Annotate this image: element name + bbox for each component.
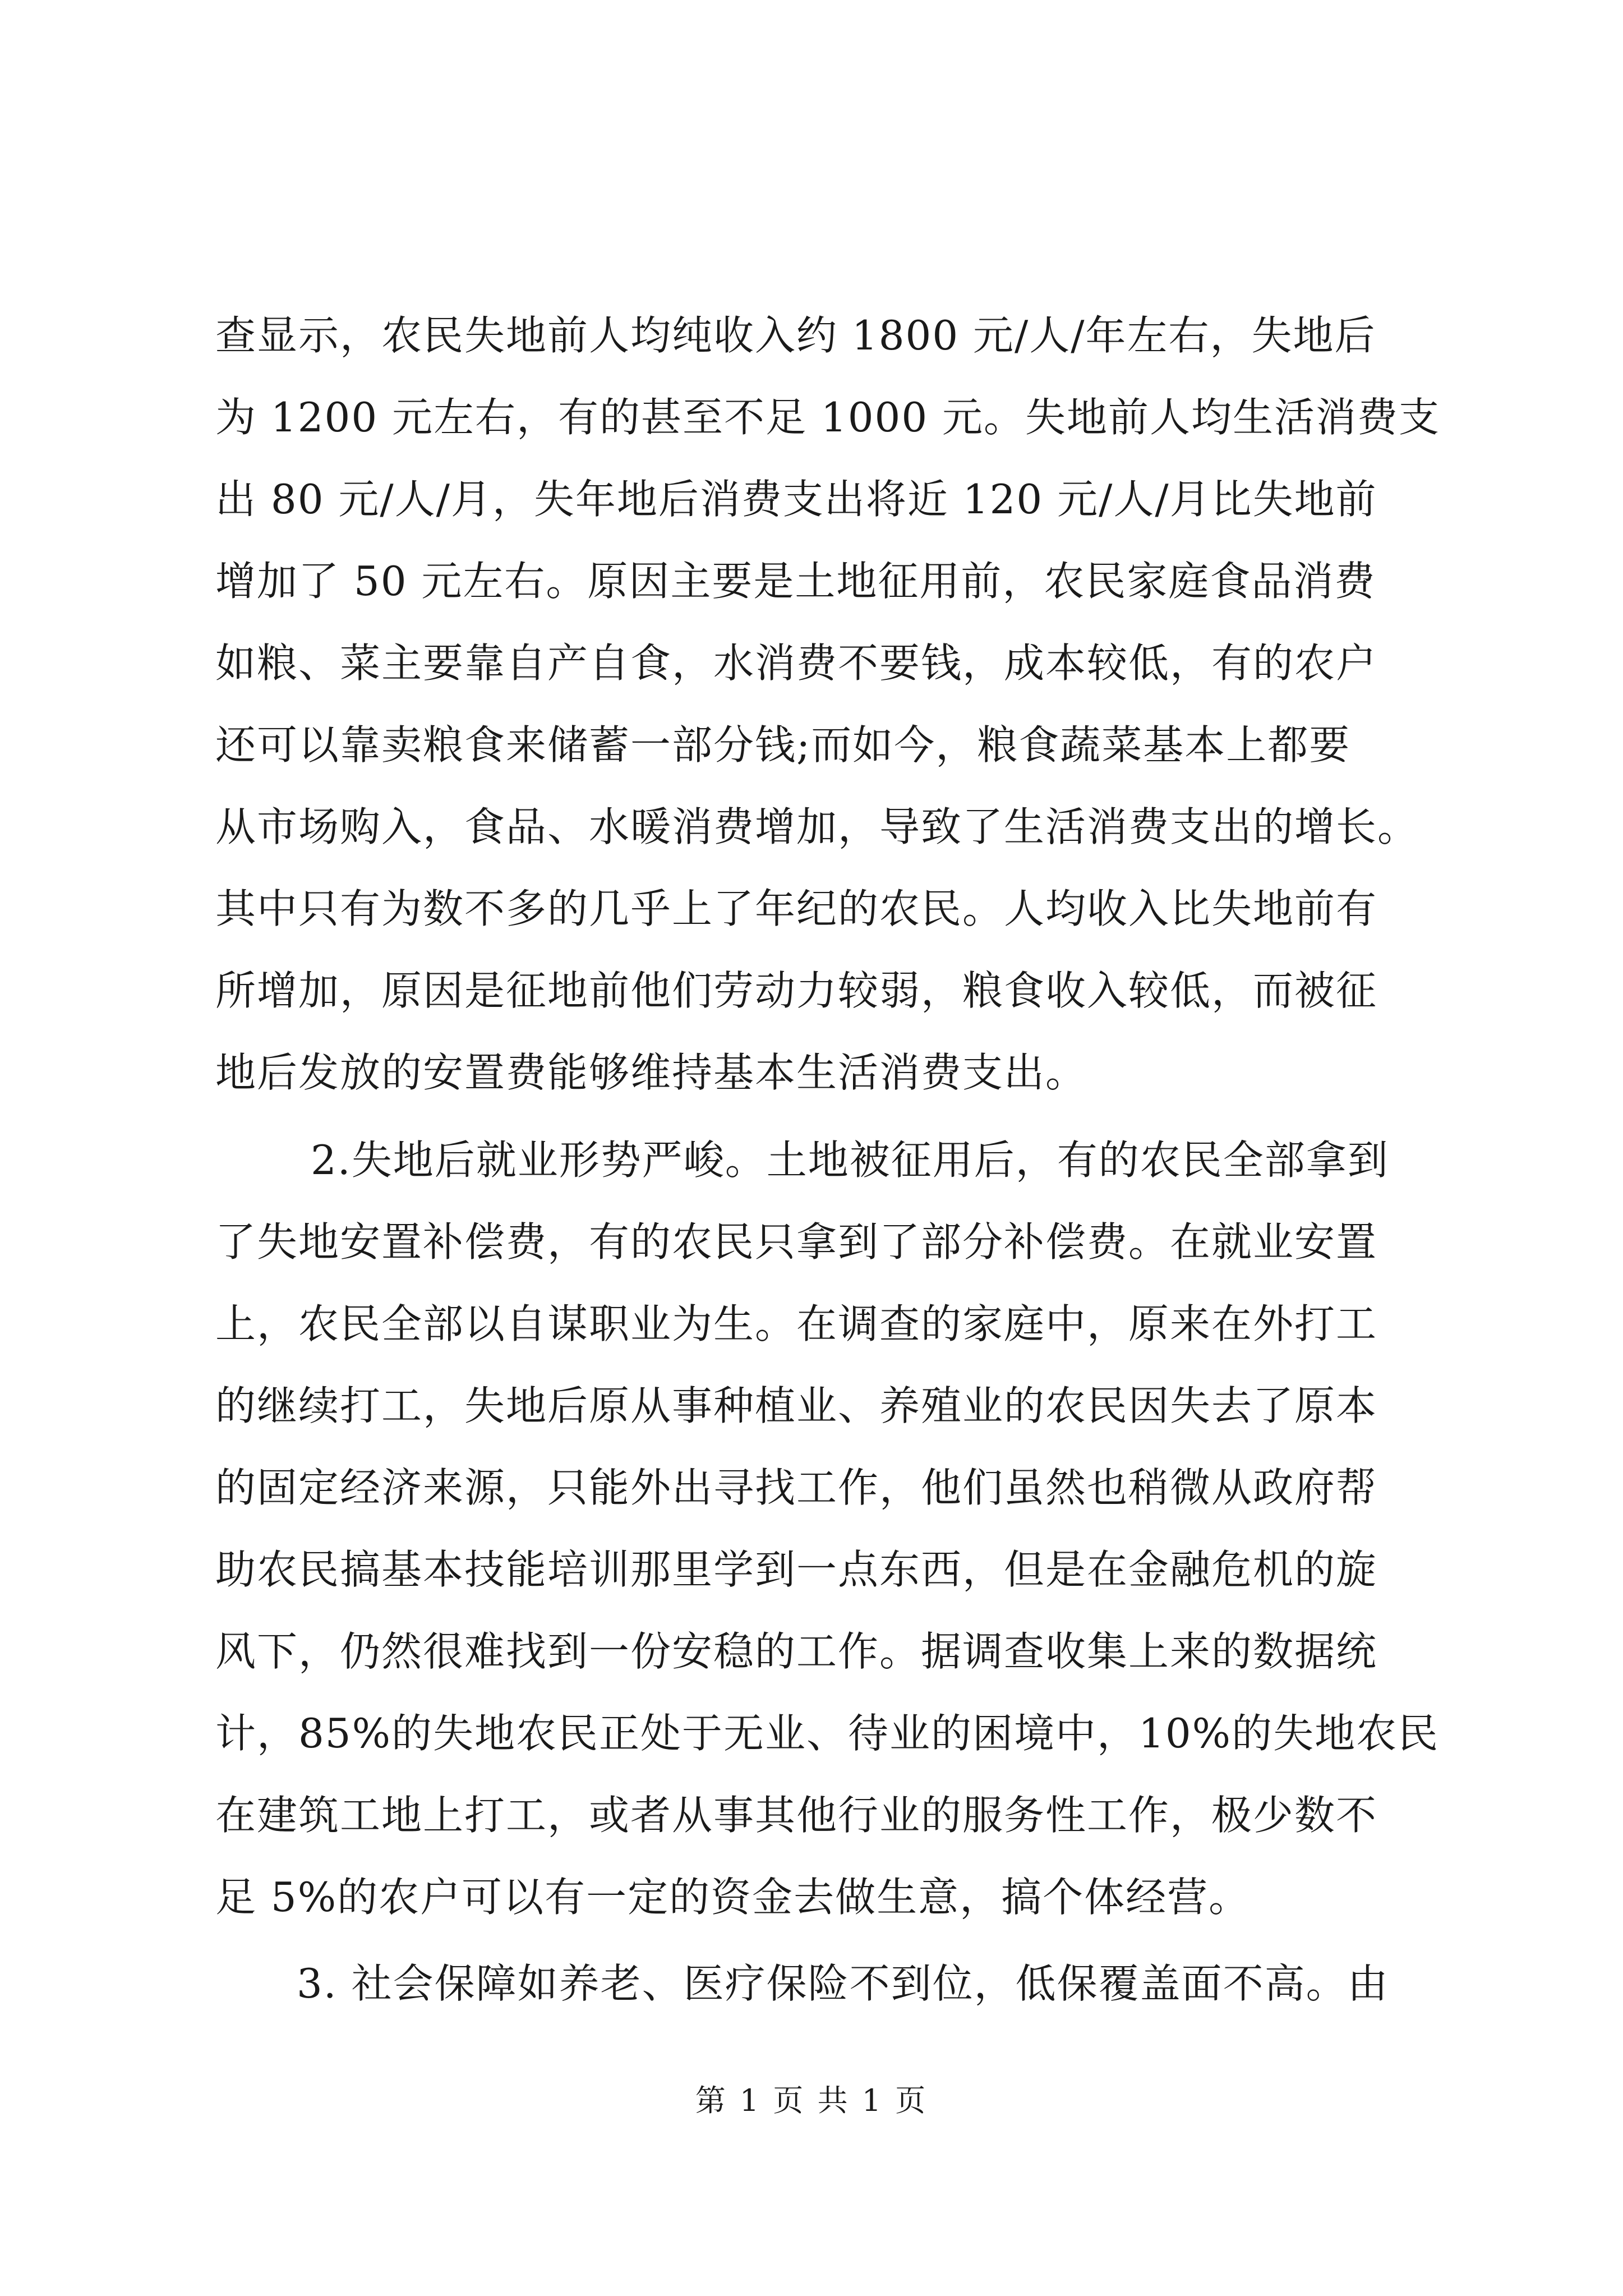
paragraph-heading-line: 2.失地后就业形势严峻。土地被征用后，有的农民全部拿到 (311, 1137, 1389, 1184)
text-line: 风下，仍然很难找到一份安稳的工作。据调查收集上来的数据统 (215, 1628, 1378, 1675)
document-body (215, 295, 1441, 2024)
text-line: 的固定经济来源，只能外出寻找工作，他们虽然也稍微从政府帮 (215, 1464, 1378, 1511)
page-number-footer: 第 1 页 共 1 页 (695, 2083, 928, 2118)
text-line: 出 80 元/人/月，失年地后消费支出将近 120 元/人/月比失地前 (215, 476, 1377, 523)
text-line: 了失地安置补偿费，有的农民只拿到了部分补偿费。在就业安置 (215, 1218, 1378, 1266)
text-line: 如粮、菜主要靠自产自食，水消费不要钱，成本较低，有的农户 (215, 639, 1378, 687)
text-line: 的继续打工，失地后原从事种植业、养殖业的农民因失去了原本 (215, 1382, 1378, 1429)
text-line: 为 1200 元左右，有的甚至不足 1000 元。失地前人均生活消费支 (215, 394, 1441, 441)
text-line: 所增加，原因是征地前他们劳动力较弱，粮食收入较低，而被征 (215, 967, 1378, 1014)
paragraph-employment (215, 1119, 1440, 1938)
text-line: 上，农民全部以自谋职业为生。在调查的家庭中，原来在外打工 (215, 1300, 1378, 1347)
text-line: 地后发放的安置费能够维持基本生活消费支出。 (215, 1049, 1087, 1096)
text-line: 增加了 50 元左右。原因主要是土地征用前，农民家庭食品消费 (215, 558, 1376, 605)
text-line: 从市场购入，食品、水暖消费增加，导致了生活消费支出的增长。 (215, 803, 1419, 850)
text-line: 其中只有为数不多的几乎上了年纪的农民。人均收入比失地前有 (215, 885, 1378, 932)
text-line: 在建筑工地上打工，或者从事其他行业的服务性工作，极少数不 (215, 1792, 1378, 1839)
text-line: 还可以靠卖粮食来储蓄一部分钱;而如今，粮食蔬菜基本上都要 (215, 721, 1351, 769)
paragraph-social-security (215, 1943, 1421, 2024)
text-line: 查显示，农民失地前人均纯收入约 1800 元/人/年左右，失地后 (215, 312, 1376, 359)
paragraph-heading-line: 3. 社会保障如养老、医疗保险不到位，低保覆盖面不高。由 (297, 1960, 1389, 2007)
text-line: 足 5%的农户可以有一定的资金去做生意，搞个体经营。 (215, 1874, 1251, 1921)
text-line: 计，85%的失地农民正处于无业、待业的困境中，10%的失地农民 (215, 1710, 1440, 1757)
paragraph-income (215, 295, 1441, 1114)
text-line: 助农民搞基本技能培训那里学到一点东西，但是在金融危机的旋 (215, 1546, 1378, 1593)
